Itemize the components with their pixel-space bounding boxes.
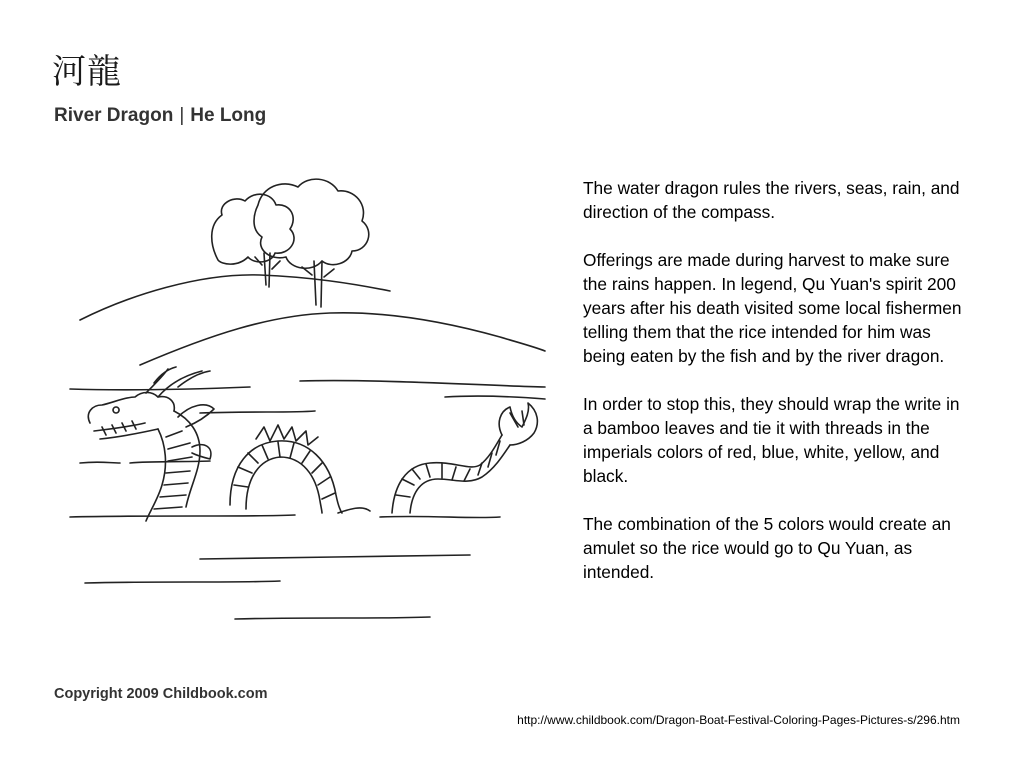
paragraph-legend: Offerings are made during harvest to make sure the rains happen. In legend, Qu Yuan's spirit 200 years after his death visited some local fishermen telling them that the rice intended for him was being eaten by the fish and by the river dragon. xyxy=(583,250,962,366)
water-lines-icon xyxy=(70,381,545,619)
subtitle-pinyin-name: He Long xyxy=(190,105,267,126)
subtitle-separator: | xyxy=(179,105,185,126)
copyright-notice: Copyright 2009 Childbook.com xyxy=(54,686,268,702)
page-subtitle xyxy=(54,104,266,128)
paragraph-amulet: The combination of the 5 colors would create an amulet so the rice would go to Qu Yuan, as intended. xyxy=(583,514,951,582)
source-url-link[interactable]: http://www.childbook.com/Dragon-Boat-Festival-Coloring-Pages-Pictures-s/296.htm xyxy=(517,713,960,727)
paragraph-offering: In order to stop this, they should wrap the write in a bamboo leaves and tie it with threads in the imperials colors of red, blue, white, yellow, and black. xyxy=(583,394,960,486)
mountains-icon xyxy=(80,275,545,365)
dragon-coloring-illustration-icon xyxy=(50,165,560,635)
description-text xyxy=(583,176,963,608)
page-title-chinese: 河龍 xyxy=(52,52,122,92)
subtitle-english-name: River Dragon xyxy=(54,105,174,126)
paragraph-intro: The water dragon rules the rivers, seas, rain, and direction of the compass. xyxy=(583,178,960,222)
dragon-tail-icon xyxy=(392,403,537,513)
trees-icon xyxy=(212,179,369,307)
dragon-body-hump-icon xyxy=(230,425,370,513)
